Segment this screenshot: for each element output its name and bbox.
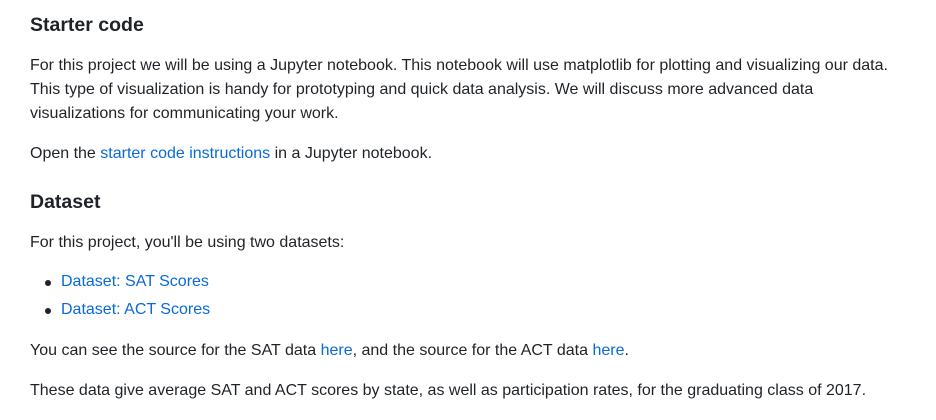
bullet-icon — [45, 308, 51, 314]
list-item — [30, 298, 210, 326]
starter-code-heading: Starter code — [30, 14, 144, 36]
starter-code-paragraph — [30, 54, 888, 126]
dataset-heading: Dataset — [30, 191, 101, 213]
sat-source-link[interactable]: here — [320, 342, 353, 359]
list-item — [30, 270, 210, 298]
dataset-intro: For this project, you'll be using two datasets: — [30, 234, 345, 251]
paragraph-text: , and the source for the ACT data — [352, 342, 593, 359]
dataset-list — [30, 270, 210, 326]
paragraph-text: . — [624, 342, 629, 359]
paragraph-text: You can see the source for the SAT data — [30, 342, 321, 359]
act-source-link[interactable]: here — [592, 342, 625, 359]
starter-code-instructions-link[interactable]: starter code instructions — [100, 145, 271, 162]
paragraph-line: visualizations for communicating your work. — [30, 105, 339, 122]
paragraph-line: This type of visualization is handy for prototyping and quick data analysis. We will discuss more advanced data — [30, 81, 814, 98]
paragraph-text: Open the — [30, 145, 101, 162]
dataset-sat-link[interactable]: Dataset: SAT Scores — [61, 273, 209, 290]
bullet-icon — [45, 280, 51, 286]
dataset-act-link[interactable]: Dataset: ACT Scores — [61, 301, 211, 318]
starter-instructions-paragraph — [30, 142, 432, 166]
paragraph-line: For this project we will be using a Jupyter notebook. This notebook will use matplotlib for plotting and visualizing our data. — [30, 57, 888, 74]
dataset-summary: These data give average SAT and ACT scores by state, as well as participation rates, for the graduating class of 2017. — [30, 382, 867, 399]
dataset-source-paragraph — [30, 339, 629, 363]
paragraph-text: in a Jupyter notebook. — [270, 145, 433, 162]
